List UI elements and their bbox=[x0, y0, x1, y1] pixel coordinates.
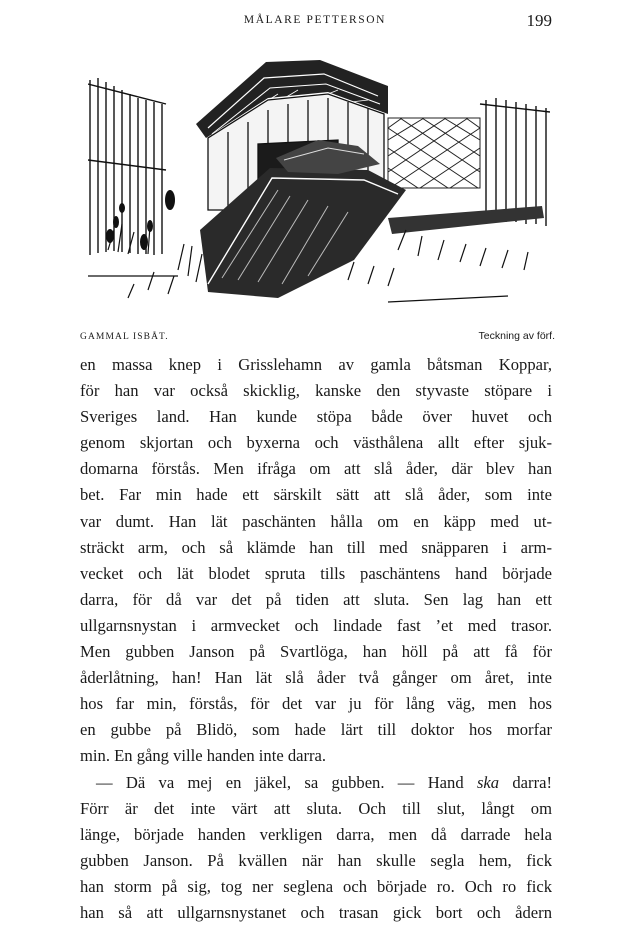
body-line: Förr är det inte värt att sluta. Och till slut, långt om bbox=[80, 798, 552, 818]
body-line: vecket och lät blodet spruta tills paschäntens hand började bbox=[80, 563, 552, 583]
body-line: åderlåtning, han! Han lät slå åder två gånger om året, inte bbox=[80, 668, 552, 688]
body-line: domarna förstås. Men ifråga om att slå åder, där blev han bbox=[80, 459, 552, 479]
body-line: han så att ullgarnsnystanet och trasan gick bort och ådern bbox=[80, 902, 552, 922]
body-line: sträckt arm, och så klämde han till med snäpparen i arm- bbox=[80, 537, 552, 557]
dialogue-before: — Dä va mej en jäkel, sa gubben. — Hand bbox=[96, 772, 477, 792]
fence-left bbox=[88, 78, 166, 255]
dialogue-line bbox=[80, 770, 552, 796]
page-number: 199 bbox=[526, 11, 552, 30]
plants bbox=[106, 190, 175, 250]
body-line: en massa knep i Grisslehamn av gamla båtsman Koppar, bbox=[80, 355, 552, 374]
body-line: var dumt. Han lät paschänten hålla om en käpp med ut- bbox=[80, 511, 552, 531]
body-line: Men gubben Janson på Svartlöga, han höll på att få för bbox=[80, 642, 552, 662]
body-line: han storm på sig, tog ner seglena och började ro. Och ro fick bbox=[80, 876, 552, 896]
body-line: Sveriges land. Han kunde stöpa både över huvet och bbox=[80, 407, 552, 427]
body-line: hos far min, förstås, för det var ju för lång väg, men hos bbox=[80, 694, 552, 714]
dialogue-emphasis: ska bbox=[476, 772, 500, 792]
body-line: min. En gång ville handen inte darra. bbox=[80, 746, 327, 766]
running-head bbox=[78, 12, 552, 34]
leaning-plank bbox=[388, 206, 544, 234]
caption-credit: Teckning av förf. bbox=[478, 330, 555, 342]
body-line: länge, började handen verkligen darra, men då darrade hela bbox=[80, 824, 552, 844]
caption-title: GAMMAL ISBÅT. bbox=[80, 332, 169, 342]
running-title: MÅLARE PETTERSON bbox=[243, 14, 387, 26]
body-line: för han var också skicklig, kanske den styvaste stöpare i bbox=[80, 381, 552, 401]
lattice-fence bbox=[388, 118, 480, 188]
body-line: bet. Far min hade ett särskilt sätt att slå åder, som inte bbox=[80, 485, 552, 505]
body-line: gubben Janson. På kvällen när han skulle segla hem, fick bbox=[80, 850, 552, 870]
body-line: en gubbe på Blidö, som hade lärt till doktor hos morfar bbox=[80, 720, 552, 740]
body-line: darra, för då var det på tiden att sluta. Sen lag han ett bbox=[80, 589, 552, 609]
body-text bbox=[80, 352, 552, 926]
illustration-svg bbox=[88, 40, 550, 318]
boat-shed-drawing-icon bbox=[88, 40, 550, 318]
body-line: genom skjortan och byxerna och västhålena allt efter sjuk- bbox=[80, 433, 552, 453]
body-line: ullgarnsnystan i armvecket och lindade fast ’et med trasor. bbox=[80, 615, 552, 635]
dialogue-after: darra! bbox=[499, 772, 552, 792]
